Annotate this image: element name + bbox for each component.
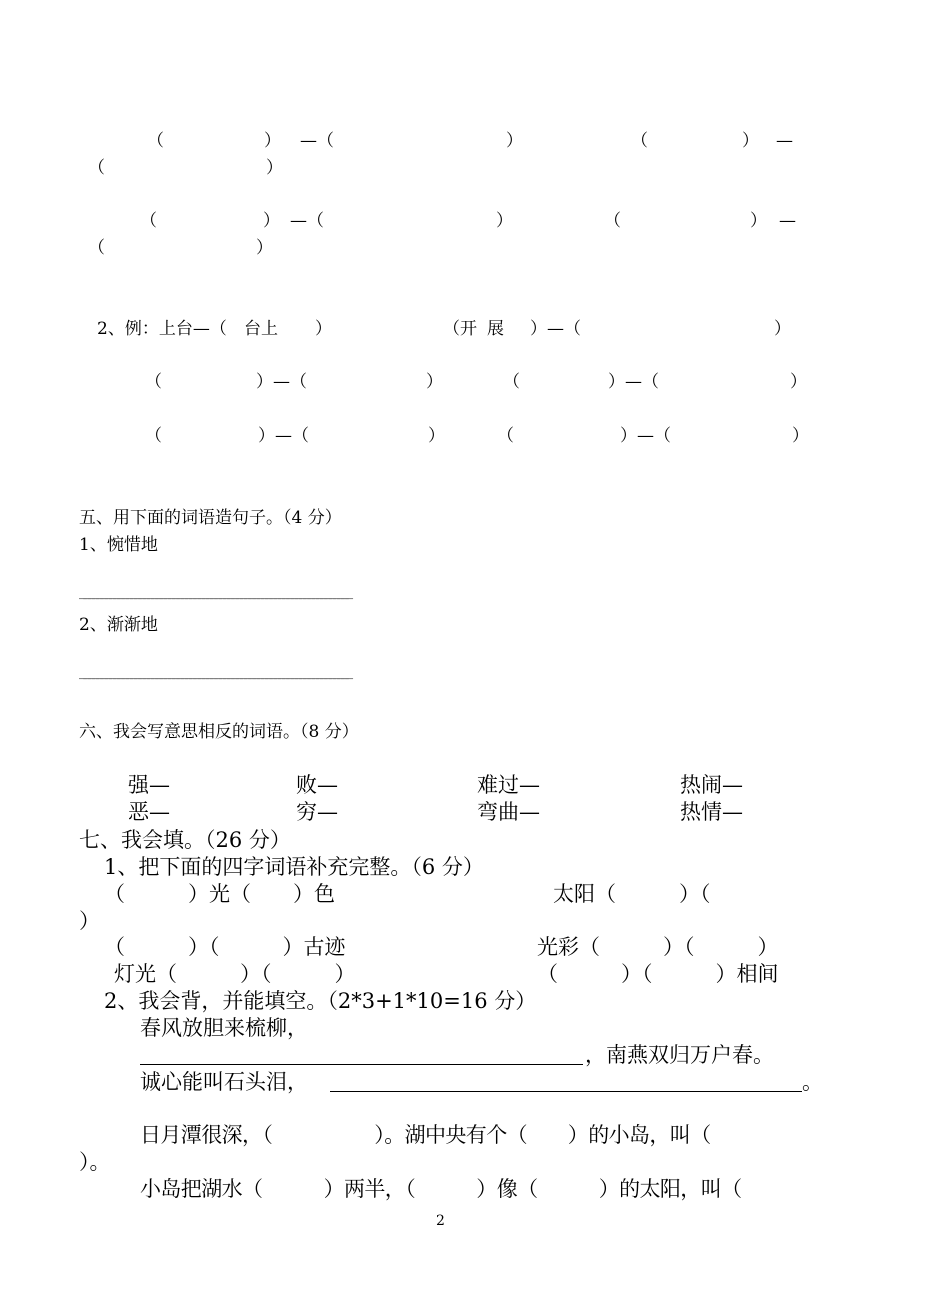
bracket: ）—（ xyxy=(608,372,659,392)
section-title: 六、我会写意思相反的词语。（8 分） xyxy=(79,722,359,742)
bracket: ） xyxy=(742,131,759,151)
antonym-item: 热情— xyxy=(680,800,743,824)
bracket: （ xyxy=(147,131,164,151)
bracket: ） xyxy=(792,426,809,446)
poem-line: 春风放胆来梳柳， xyxy=(140,1016,308,1040)
bracket: ） xyxy=(263,211,280,231)
poem-line: 诚心能叫石头泪， xyxy=(140,1070,308,1094)
sub-question: 1、把下面的四字词语补充完整。（6 分） xyxy=(104,855,484,879)
bracket: （ xyxy=(604,211,621,231)
idiom-blank: 太阳（ ）（ xyxy=(553,882,711,906)
poem-line: ，南燕双归万户春。 xyxy=(585,1043,774,1067)
bracket: ） xyxy=(750,211,767,231)
antonym-item: 强— xyxy=(128,773,170,797)
bracket: ） xyxy=(790,372,807,392)
example-label: 2、例：上台—（ xyxy=(97,319,227,339)
antonym-item: 穷— xyxy=(296,800,338,824)
bracket: ） xyxy=(79,909,100,933)
section-title: 七、我会填。（26 分） xyxy=(79,828,291,852)
answer-line: ________________________________________________________________ xyxy=(79,665,350,680)
bracket: ）—（ xyxy=(256,372,307,392)
bracket: ）—（ xyxy=(620,426,671,446)
bracket: —（ xyxy=(300,131,334,151)
idiom-blank: 灯光（ ）（ ） xyxy=(114,962,356,986)
bracket: （ xyxy=(145,372,162,392)
fill-blank-line[interactable] xyxy=(330,1091,802,1092)
example-answer: 台上 xyxy=(244,319,278,339)
example-word: 展 xyxy=(487,319,504,339)
bracket: （ xyxy=(631,131,648,151)
idiom-blank: （ ）（ ）古迹 xyxy=(104,935,346,959)
bracket: ）—（ xyxy=(530,319,581,339)
fill-blank-line[interactable] xyxy=(140,1064,583,1065)
word-item: 1、惋惜地 xyxy=(79,535,158,555)
bracket: ） xyxy=(315,319,332,339)
antonym-item: 弯曲— xyxy=(477,800,540,824)
punctuation: 。 xyxy=(802,1070,823,1094)
bracket: ） xyxy=(774,319,791,339)
example-word: （开 xyxy=(443,319,477,339)
antonym-item: 败— xyxy=(296,773,338,797)
bracket: （ xyxy=(140,211,157,231)
bracket: ） xyxy=(426,372,443,392)
idiom-blank: （ ）光（ ）色 xyxy=(104,882,335,906)
answer-line: ________________________________________________________________ xyxy=(79,585,350,600)
bracket: ） xyxy=(256,238,273,258)
bracket: （ xyxy=(503,372,520,392)
antonym-item: 难过— xyxy=(477,773,540,797)
text-line: 小岛把湖水（ ）两半，（ ）像（ ）的太阳，叫（ xyxy=(140,1177,742,1201)
text-line: 日月潭很深，（ ）。湖中央有个（ ）的小岛，叫（ xyxy=(140,1123,711,1147)
idiom-blank: 光彩（ ）（ ） xyxy=(537,935,779,959)
idiom-blank: （ ）（ ）相间 xyxy=(537,962,779,986)
bracket: ） xyxy=(428,426,445,446)
bracket: （ xyxy=(88,158,105,178)
antonym-item: 热闹— xyxy=(680,773,743,797)
bracket: ） xyxy=(496,211,513,231)
text-line: ）。 xyxy=(79,1150,111,1174)
page-number: 2 xyxy=(436,1213,445,1229)
bracket: ） xyxy=(506,131,523,151)
antonym-item: 恶— xyxy=(128,800,170,824)
word-item: 2、渐渐地 xyxy=(79,615,158,635)
sub-question: 2、我会背，并能填空。（2*3+1*10=16 分） xyxy=(104,989,537,1013)
bracket: （ xyxy=(497,426,514,446)
bracket: ）—（ xyxy=(258,426,309,446)
section-title: 五、用下面的词语造句子。（4 分） xyxy=(79,508,342,528)
dash: — xyxy=(776,131,793,151)
bracket: ） xyxy=(266,158,283,178)
bracket: （ xyxy=(88,238,105,258)
bracket: （ xyxy=(145,426,162,446)
bracket: ） xyxy=(264,131,281,151)
bracket: —（ xyxy=(290,211,324,231)
dash: — xyxy=(779,211,796,231)
